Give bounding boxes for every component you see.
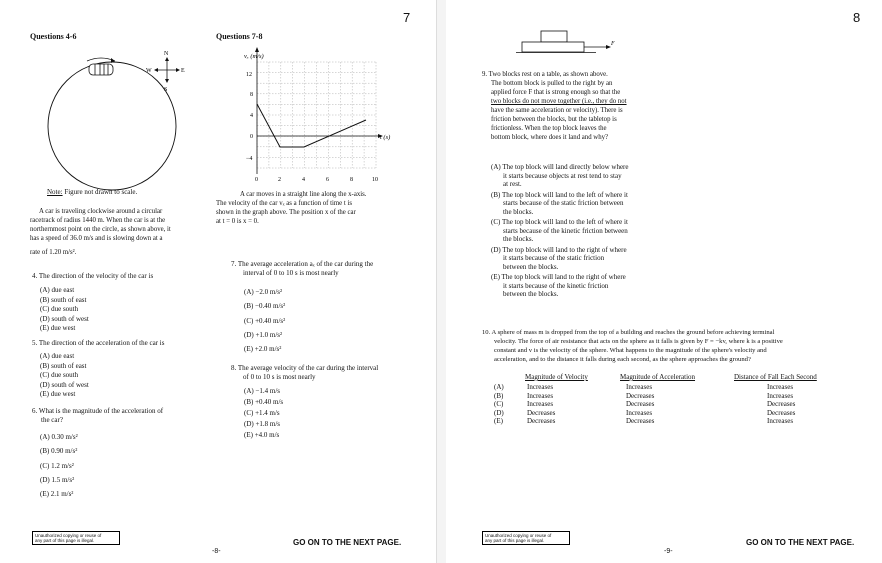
next-page-text: GO ON TO THE NEXT PAGE.	[746, 538, 855, 547]
q9-option-b[interactable]: (B) The top block will land to the left of where it starts because of the static friction between the blocks.	[491, 190, 628, 216]
copyright-notice: Unauthorized copying or reuse of any part of this page is illegal.	[482, 531, 570, 545]
copyright-notice: Unauthorized copying or reuse of any part of this page is illegal.	[32, 531, 120, 545]
q5-stem: 5. The direction of the acceleration of the car is	[32, 339, 165, 347]
xtick-2: 2	[278, 177, 281, 183]
q10-stem: 10. A sphere of mass m is dropped from the top of a building and reaches the ground before achieving terminal velocity. The force of air resistance that acts on the sphere as it falls is given by F = −kv, where k is a positive constant and v is the velocity of the sphere. What happens to the magnitude of the sphere's velocity and acceleration, and to the distance it falls during each second, as the sphere approaches the ground?	[482, 329, 783, 363]
footer-page-number: -9-	[664, 548, 673, 555]
page-right	[446, 0, 882, 563]
q8-option-d[interactable]: (D) +1.8 m/s	[244, 420, 281, 428]
footer-page-number: -8-	[212, 548, 221, 555]
velocity-time-graph	[220, 44, 400, 184]
figure-note: Note: Figure not drawn to scale.	[47, 188, 138, 196]
xtick-6: 6	[326, 177, 329, 183]
next-page-text: GO ON TO THE NEXT PAGE.	[293, 538, 402, 547]
q5-option-a[interactable]: (A) due east	[40, 352, 75, 360]
ytick-0: 0	[250, 134, 253, 140]
q7-options	[244, 285, 285, 356]
top-block	[541, 31, 567, 42]
car-icon	[89, 64, 113, 75]
q4-option-c[interactable]: (C) due south	[40, 305, 79, 313]
questions-7-8-heading: Questions 7-8	[216, 32, 263, 41]
table-row[interactable]: (E) Decreases Decreases Increases	[494, 417, 794, 425]
q6-stem: 6. What is the magnitude of the acceleration of the car?	[32, 407, 164, 424]
q7-stem: 7. The average acceleration aₓ of the car during the interval of 0 to 10 s is most nearly	[231, 260, 374, 277]
ytick-12: 12	[246, 72, 252, 78]
q5-option-e[interactable]: (E) due west	[40, 390, 76, 398]
q8-options	[244, 386, 283, 441]
force-label: F	[611, 41, 615, 47]
q4-option-b[interactable]: (B) south of east	[40, 295, 87, 304]
q5-option-d[interactable]: (D) south of west	[40, 380, 89, 389]
racetrack-circle	[48, 62, 176, 190]
page-number: 7	[403, 10, 411, 25]
clockwise-arrow-icon	[87, 58, 115, 61]
page-left	[0, 0, 436, 563]
q4-option-e[interactable]: (E) due west	[40, 324, 76, 332]
q6-option-c[interactable]: (C) 1.2 m/s²	[40, 461, 74, 470]
header-acceleration: Magnitude of Acceleration	[620, 373, 696, 381]
q8-option-e[interactable]: (E) +4.0 m/s	[244, 431, 280, 439]
compass-s: S	[164, 87, 168, 93]
q4-option-d[interactable]: (D) south of west	[40, 314, 89, 323]
xtick-10: 10	[372, 177, 378, 183]
compass-icon	[146, 51, 185, 93]
y-axis-arrow-icon	[255, 47, 259, 52]
table-row[interactable]: (A) Increases Increases Increases	[494, 383, 794, 391]
q7-option-b[interactable]: (B) −0.40 m/s²	[244, 302, 286, 311]
header-velocity: Magnitude of Velocity	[525, 373, 588, 381]
q8-option-c[interactable]: (C) +1.4 m/s	[244, 409, 280, 417]
q9-options	[491, 163, 671, 299]
q4-options	[40, 286, 89, 334]
q6-option-a[interactable]: (A) 0.30 m/s²	[40, 433, 78, 441]
q7-option-c[interactable]: (C) +0.40 m/s²	[244, 316, 286, 325]
two-blocks-figure	[516, 28, 636, 58]
q9-option-a[interactable]: (A) The top block will land directly below where it starts because objects at rest tend to stay at rest.	[491, 163, 629, 188]
q9-option-c[interactable]: (C) The top block will land to the left of where it starts because of the kinetic friction between the blocks.	[491, 218, 628, 243]
xtick-4: 4	[302, 177, 305, 183]
q4-stem: 4. The direction of the velocity of the car is	[32, 272, 154, 280]
q8-option-a[interactable]: (A) −1.4 m/s	[244, 387, 281, 395]
ytick-8: 8	[250, 92, 253, 98]
q5-option-c[interactable]: (C) due south	[40, 371, 79, 379]
table-header-row	[494, 373, 817, 383]
q6-option-e[interactable]: (E) 2.1 m/s²	[40, 490, 74, 499]
q5-option-b[interactable]: (B) south of east	[40, 361, 87, 370]
racetrack-figure	[40, 44, 200, 200]
stimulus-4-6: A car is traveling clockwise around a circular racetrack of radius 1440 m. When the car is at the northernmost point on the circle, as shown above, it has a speed of 36.0 m/s and is slowing down at a rate of 1.20 m/s².	[30, 208, 171, 256]
q9-stem: 9. Two blocks rest on a table, as shown above. The bottom block is pulled to the right by an applied force F that is strong enough so that the two blocks do not move together (i.e., they do not have the same acceleration or velocity). There is friction between the blocks, but the tabletop is frictionless. When the top block leaves the bottom block, where does it land and why?	[482, 71, 627, 141]
page-number: 8	[853, 10, 861, 25]
xtick-0: 0	[255, 177, 258, 183]
table-row[interactable]: (B) Increases Decreases Increases	[494, 391, 794, 400]
q9-option-e[interactable]: (E) The top block will land to the right of where it starts because of the kinetic friction between the blocks.	[491, 273, 626, 298]
compass-n: N	[164, 51, 169, 57]
compass-e: E	[181, 68, 185, 74]
q4-option-a[interactable]: (A) due east	[40, 286, 75, 294]
stimulus-7-8: A car moves in a straight line along the x-axis. The velocity of the car vₓ as a function of time t is shown in the graph above. The position x of the car at t = 0 is x = 0.	[216, 191, 367, 225]
q9-option-d[interactable]: (D) The top block will land to the right of where it starts because of the static friction between the blocks.	[491, 245, 627, 271]
q5-options	[40, 352, 89, 400]
table-row[interactable]: (C) Increases Decreases Decreases	[494, 400, 796, 408]
q7-option-a[interactable]: (A) −2.0 m/s²	[244, 288, 283, 296]
questions-4-6-heading: Questions 4-6	[30, 32, 77, 41]
q6-option-d[interactable]: (D) 1.5 m/s²	[40, 475, 75, 484]
q7-option-e[interactable]: (E) +2.0 m/s²	[244, 345, 282, 354]
bottom-block	[522, 42, 584, 52]
header-distance: Distance of Fall Each Second	[734, 373, 817, 381]
ytick-neg4: −4	[246, 156, 253, 162]
graph-grid	[257, 62, 376, 168]
q6-option-b[interactable]: (B) 0.90 m/s²	[40, 447, 78, 456]
compass-w: W	[146, 68, 152, 74]
q8-option-b[interactable]: (B) +0.40 m/s	[244, 398, 284, 406]
table-row[interactable]: (D) Decreases Increases Decreases	[494, 408, 796, 417]
ytick-4: 4	[250, 113, 253, 119]
q10-answer-table	[494, 373, 817, 426]
q6-options	[40, 430, 78, 501]
graph-xlabel: t (s)	[380, 134, 391, 141]
q7-option-d[interactable]: (D) +1.0 m/s²	[244, 330, 283, 339]
xtick-8: 8	[350, 177, 353, 183]
q8-stem: 8. The average velocity of the car during the interval of 0 to 10 s is most nearly	[231, 364, 379, 381]
graph-ylabel: vₓ (m/s)	[244, 53, 264, 60]
